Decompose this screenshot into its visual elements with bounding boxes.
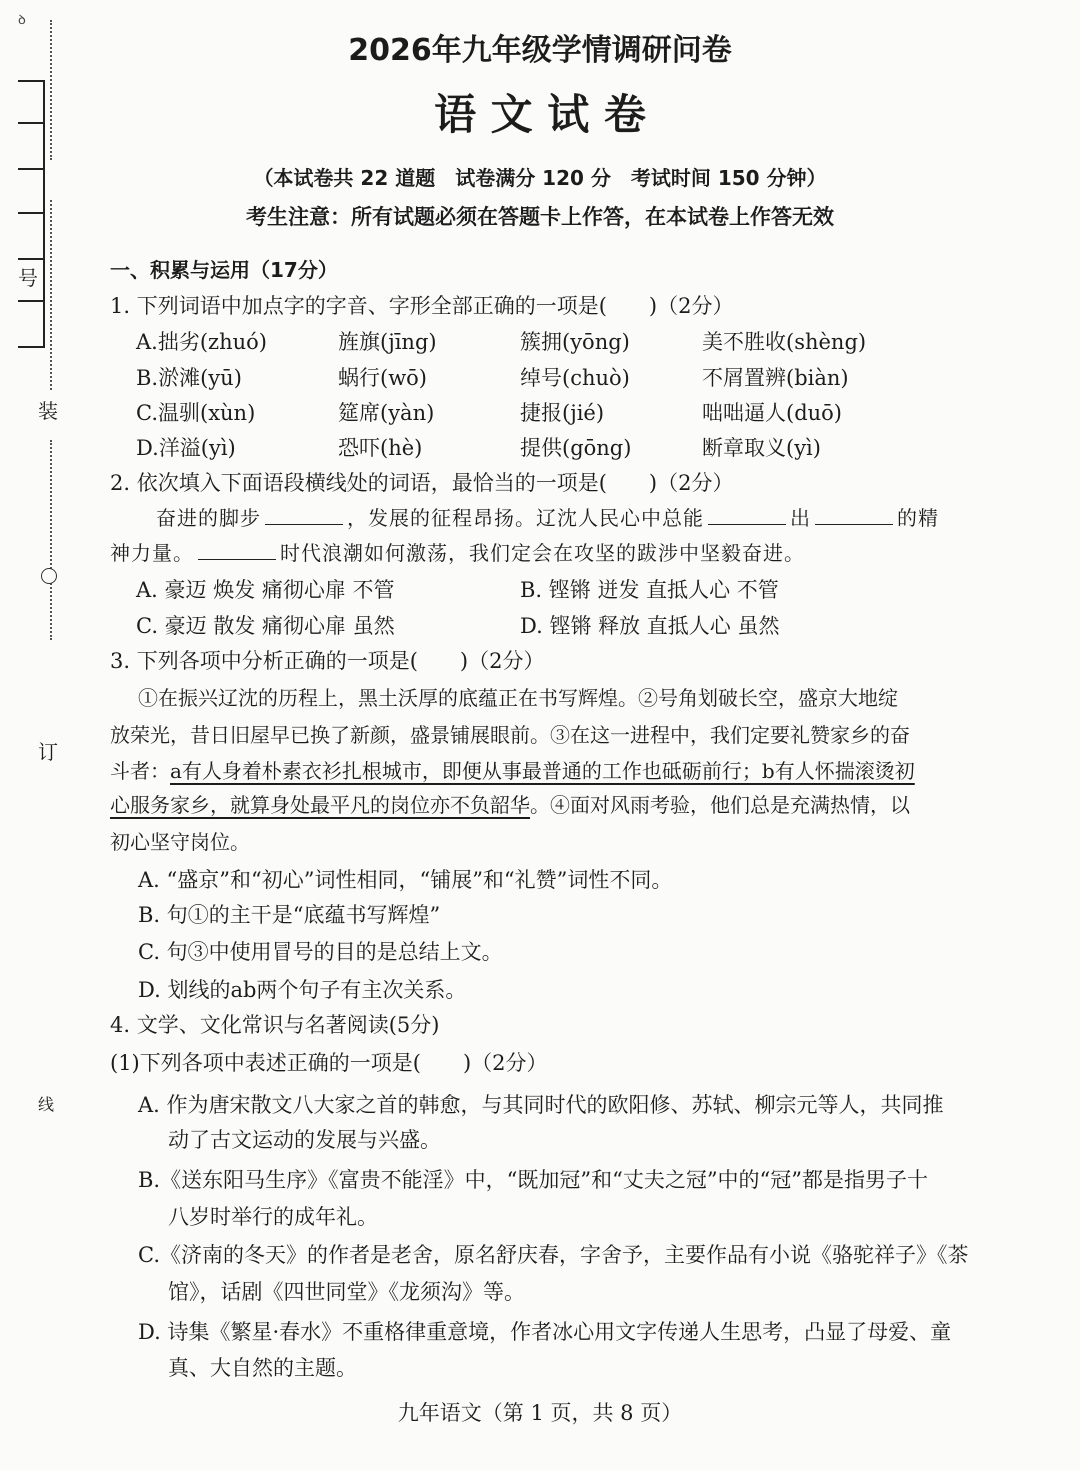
fill-blank — [198, 539, 276, 560]
q3-passage-line: 放荣光，昔日旧屋早已换了新颜，盛景铺展眼前。③在这一进程中，我们定要礼赞家乡的奋 — [110, 723, 910, 747]
subject-title: 语 文 试 卷 — [434, 90, 646, 139]
q1-word: 美不胜收(shèng) — [702, 330, 867, 354]
q1-word: 不屑置辨(biàn) — [702, 366, 849, 390]
q4-sub1-stem: (1)下列各项中表述正确的一项是( )（2分） — [110, 1051, 548, 1075]
q4-option-b-cont: 八岁时举行的成年礼。 — [168, 1205, 378, 1229]
q1-word: 筵席(yàn) — [338, 401, 435, 425]
q1-word: 旌旗(jīng) — [338, 330, 437, 354]
q3-passage-line: 初心坚守岗位。 — [110, 830, 250, 854]
margin-bind-char: 线 — [38, 1095, 55, 1114]
q4-option-c-cont: 馆》，话剧《四世同堂》《龙须沟》等。 — [168, 1280, 525, 1304]
margin-number-label: 号 — [18, 266, 38, 290]
fill-blank — [815, 504, 893, 525]
q1-option-b: B.淤滩(yū) — [136, 366, 242, 390]
q3-option-a: A. “盛京”和“初心”词性相同，“铺展”和“礼赞”词性不同。 — [138, 868, 673, 892]
q2-passage-line: 奋进的脚步 ，发展的征程昂扬。辽沈人民心中总能 出 的精 — [156, 506, 939, 530]
q2-option-a: A. 豪迈 焕发 痛彻心扉 不管 — [136, 578, 395, 602]
margin-bind-char: 装 — [38, 399, 58, 423]
q1-word: 提供(gōng) — [520, 436, 632, 460]
q3-passage-line: 心服务家乡，就算身处最平凡的岗位亦不负韶华。④面对风雨考验，他们总是充满热情，以 — [110, 793, 910, 817]
q1-word: 绰号(chuò) — [520, 366, 630, 390]
exam-info: （本试卷共 22 道题 试卷满分 120 分 考试时间 150 分钟） — [253, 166, 827, 190]
q4-option-a-cont: 动了古文运动的发展与兴盛。 — [168, 1128, 441, 1152]
q1-word: 蜗行(wō) — [338, 366, 428, 390]
q1-word: 捷报(jié) — [520, 401, 605, 425]
q3-option-b: B. 句①的主干是“底蕴书写辉煌” — [138, 903, 441, 927]
margin-tick — [18, 258, 44, 260]
margin-bind-char: 订 — [38, 740, 58, 764]
q4-option-d: D. 诗集《繁星·春水》不重格律重意境，作者冰心用文字传递人生思考，凸显了母爱、童 — [138, 1320, 952, 1344]
q1-word: 咄咄逼人(duō) — [702, 401, 842, 425]
q3-passage-line: 斗者：a有人身着朴素衣衫扎根城市，即便从事最普通的工作也砥砺前行；b有人怀揣滚烫初 — [110, 759, 915, 783]
underlined-sentence: 心服务家乡，就算身处最平凡的岗位亦不负韶华 — [110, 793, 530, 817]
q1-word: 恐吓(hè) — [338, 436, 423, 460]
fill-blank — [708, 504, 786, 525]
q4-option-b: B.《送东阳马生序》《富贵不能淫》中，“既加冠”和“丈夫之冠”中的“冠”都是指男子十 — [138, 1168, 929, 1192]
q4-option-d-cont: 真、大自然的主题。 — [168, 1356, 357, 1380]
q2-option-d: D. 铿锵 释放 直抵人心 虽然 — [520, 614, 780, 638]
binding-hole — [41, 568, 57, 584]
q3-option-d: D. 划线的ab两个句子有主次关系。 — [138, 978, 467, 1002]
q2-option-c: C. 豪迈 散发 痛彻心扉 虽然 — [136, 614, 395, 638]
q1-stem: 1. 下列词语中加点字的字音、字形全部正确的一项是( )（2分） — [110, 294, 734, 318]
q1-option-d: D.洋溢(yì) — [136, 436, 236, 460]
fill-blank — [265, 504, 343, 525]
dotted-line — [50, 440, 52, 640]
exam-title: 2026年九年级学情调研问卷 — [348, 33, 732, 68]
margin-mark: ꝺ — [18, 13, 26, 28]
q3-stem: 3. 下列各项中分析正确的一项是( )（2分） — [110, 649, 545, 673]
margin-tick — [18, 346, 44, 348]
q2-option-b: B. 铿锵 迸发 直抵人心 不管 — [520, 578, 779, 602]
margin-tick — [18, 300, 44, 302]
page-footer: 九年语文（第 1 页，共 8 页） — [397, 1401, 683, 1425]
q4-option-c: C.《济南的冬天》的作者是老舍，原名舒庆春，字舍予，主要作品有小说《骆驼祥子》《茶 — [138, 1243, 969, 1267]
q1-option-a: A.拙劣(zhuó) — [136, 330, 267, 354]
margin-tick — [18, 80, 44, 82]
q1-word: 断章取义(yì) — [702, 436, 821, 460]
section-title: 一、积累与运用（17分） — [110, 258, 338, 282]
q4-stem: 4. 文学、文化常识与名著阅读(5分) — [110, 1013, 440, 1037]
q2-passage-line: 神力量。 时代浪潮如何激荡，我们定会在攻坚的跋涉中坚毅奋进。 — [110, 541, 805, 565]
q4-option-a: A. 作为唐宋散文八大家之首的韩愈，与其同时代的欧阳修、苏轼、柳宗元等人，共同推 — [138, 1093, 944, 1117]
underlined-sentence: a有人身着朴素衣衫扎根城市，即便从事最普通的工作也砥砺前行；b有人怀揣滚烫初 — [170, 759, 915, 783]
q3-option-c: C. 句③中使用冒号的目的是总结上文。 — [138, 940, 503, 964]
q3-passage-line: ①在振兴辽沈的历程上，黑土沃厚的底蕴正在书写辉煌。②号角划破长空，盛京大地绽 — [138, 686, 898, 710]
q1-word: 簇拥(yōng) — [520, 330, 630, 354]
q2-stem: 2. 依次填入下面语段横线处的词语，最恰当的一项是( )（2分） — [110, 471, 734, 495]
exam-notice: 考生注意：所有试题必须在答题卡上作答，在本试卷上作答无效 — [246, 205, 834, 229]
q1-option-c: C.温驯(xùn) — [136, 401, 256, 425]
